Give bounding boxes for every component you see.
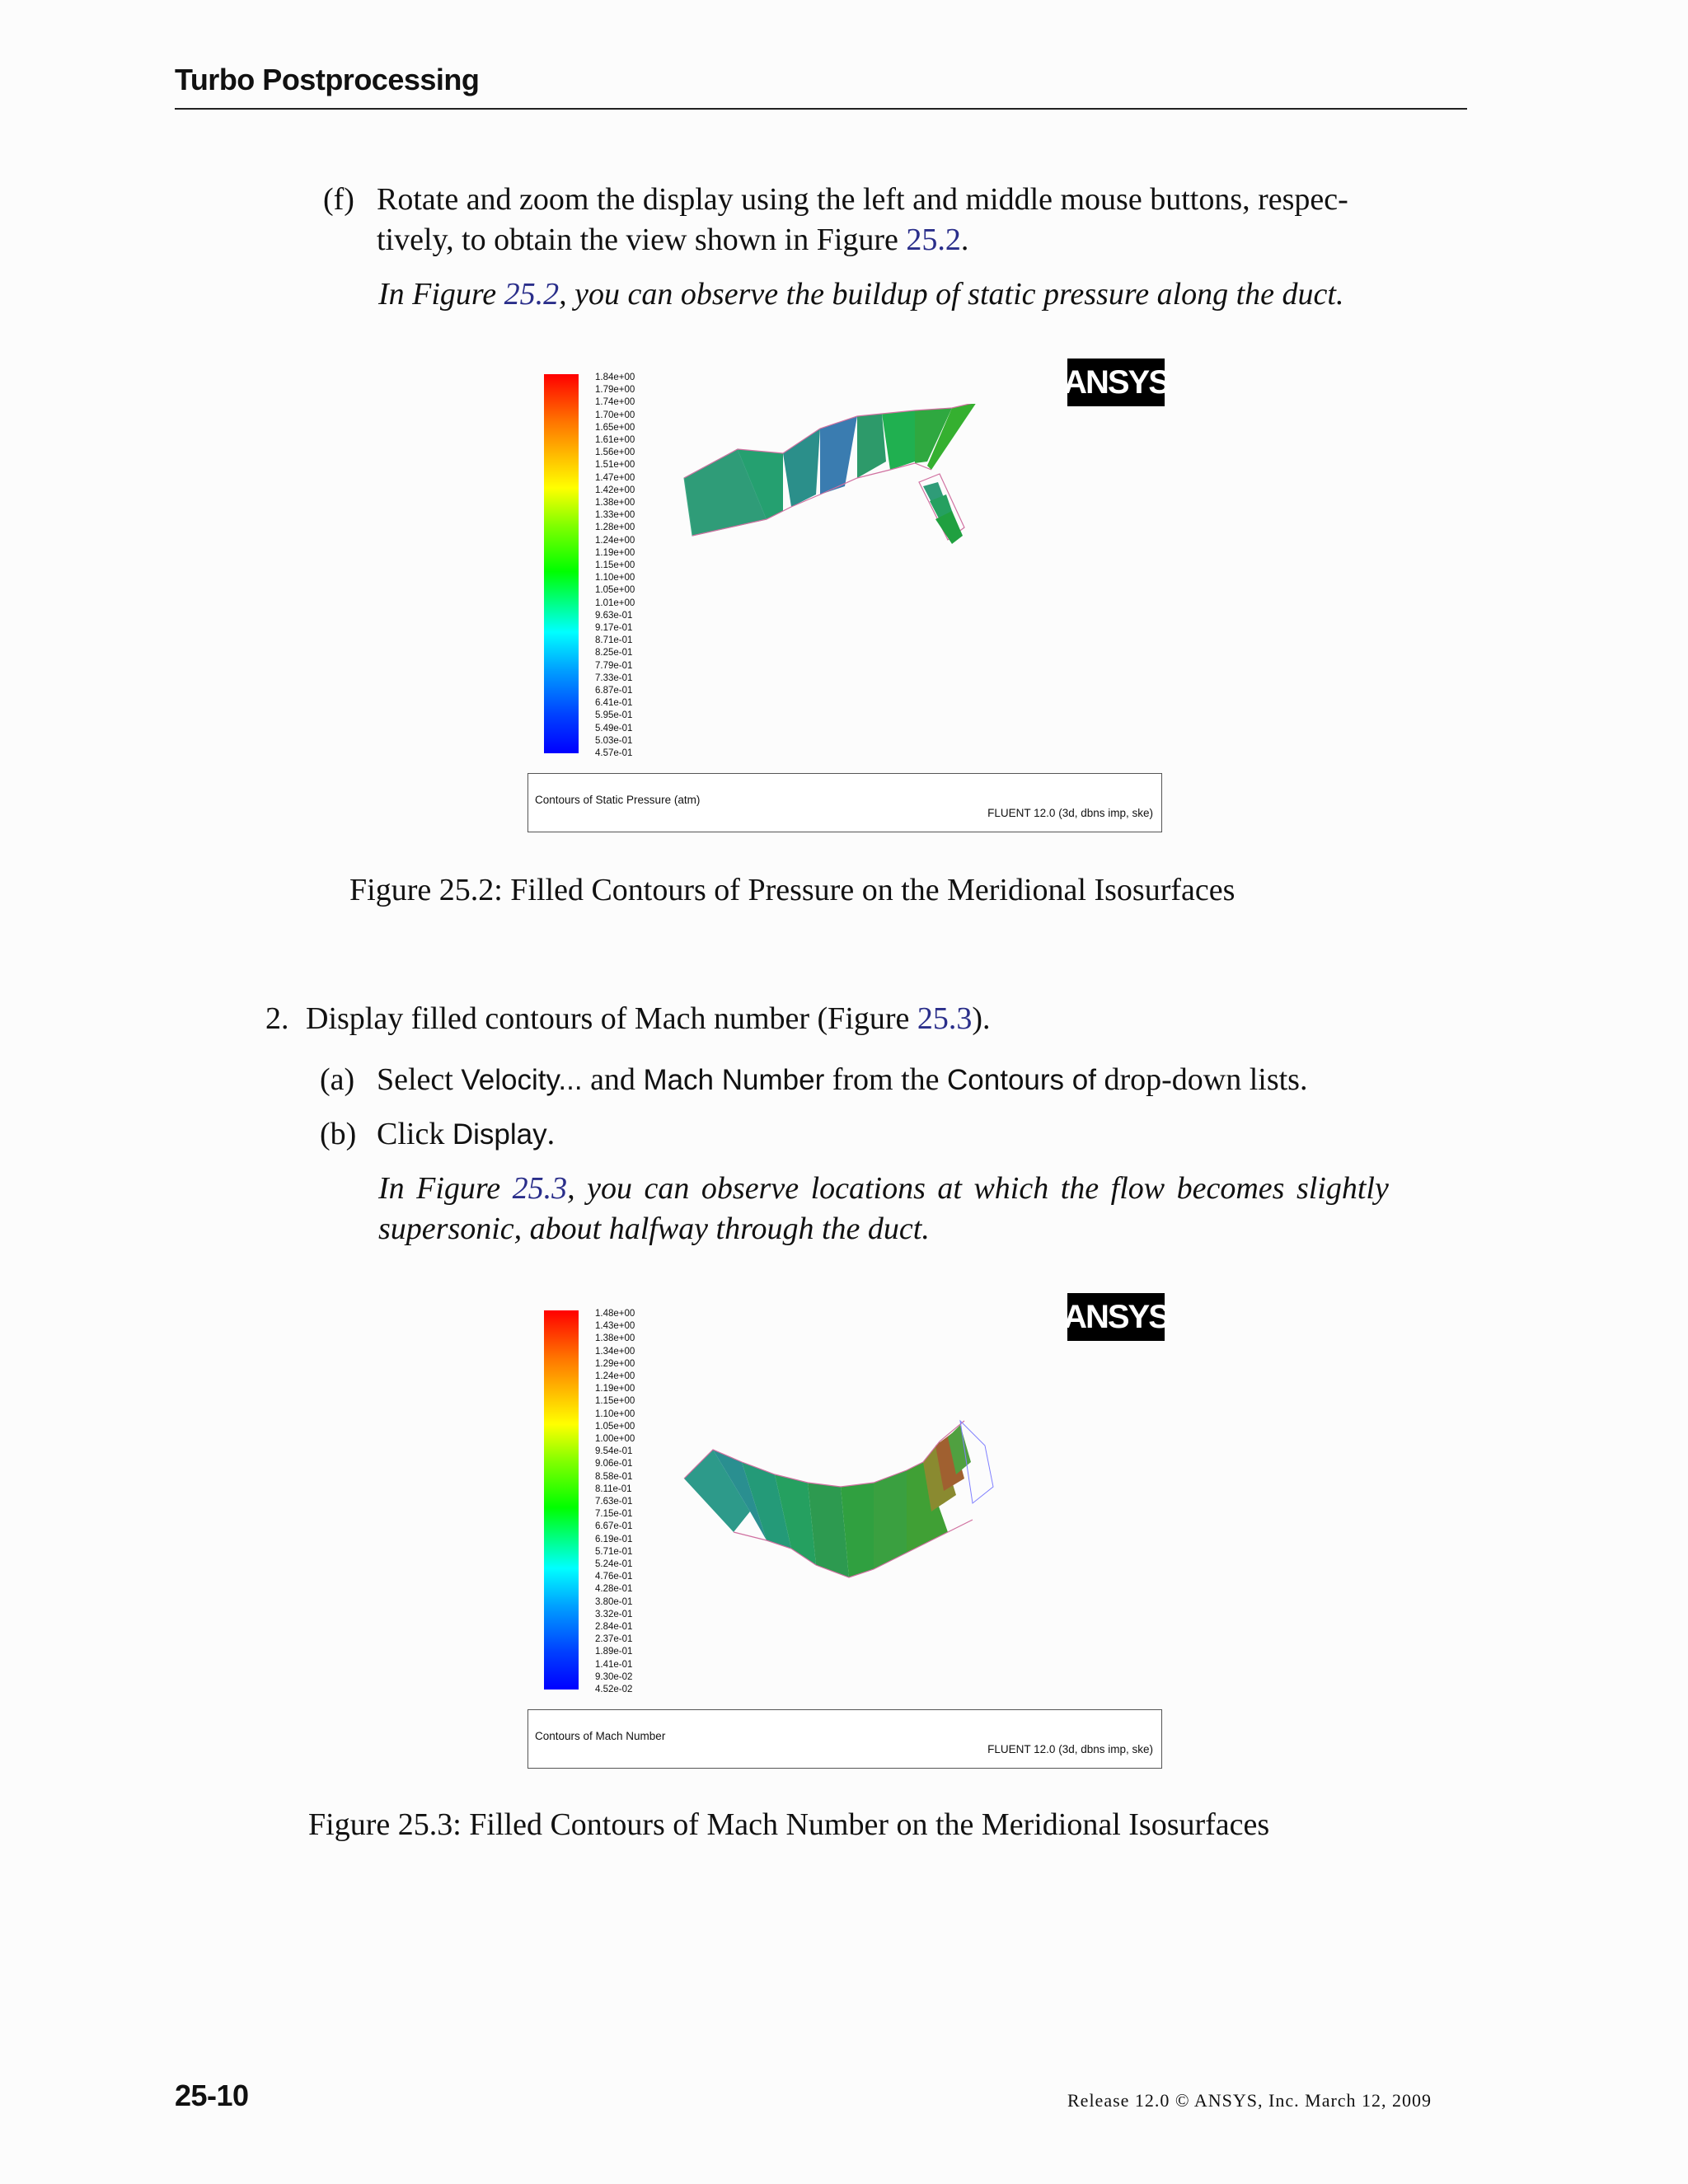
step-b-note-line1 — [378, 1169, 1389, 1209]
release-notice: Release 12.0 © ANSYS, Inc. March 12, 2009 — [1067, 2090, 1432, 2111]
colorbar-tick-label: 1.89e-01 — [595, 1647, 633, 1657]
colorbar-tick-label: 8.11e-01 — [595, 1483, 632, 1494]
colorbar-tick-label: 9.63e-01 — [595, 610, 633, 621]
colorbar-tick-label: 2.84e-01 — [595, 1622, 633, 1633]
ansys-logo — [1063, 359, 1169, 406]
step-b-text — [377, 1114, 555, 1155]
colorbar-tick-label: 4.28e-01 — [595, 1584, 633, 1595]
colorbar-tick-label: 3.80e-01 — [595, 1596, 633, 1607]
step-a-text — [377, 1060, 1307, 1100]
colorbar-tick-label: 1.24e+00 — [595, 1371, 635, 1382]
step-b-t1: Click — [377, 1117, 452, 1151]
colorbar-labels — [595, 372, 635, 760]
colorbar-tick-label: 1.65e+00 — [595, 422, 635, 433]
step-a-t3: from the — [824, 1062, 948, 1097]
colorbar-tick-label: 7.15e-01 — [595, 1509, 633, 1520]
step-f-marker: (f) — [323, 182, 354, 217]
step-b-marker: (b) — [320, 1117, 357, 1151]
colorbar-tick-label: 1.38e+00 — [595, 1333, 635, 1344]
step-f-line2 — [377, 220, 968, 260]
colorbar-tick-label: 9.17e-01 — [595, 623, 633, 634]
colorbar-tick-label: 1.43e+00 — [595, 1321, 635, 1332]
colorbar-tick-label: 1.38e+00 — [595, 498, 635, 509]
velocity-menu-ref: Velocity... — [461, 1064, 583, 1096]
ansys-logo-text: ANSYS — [1063, 1298, 1169, 1335]
display-button-ref: Display — [452, 1118, 547, 1151]
colorbar-tick-label: 7.63e-01 — [595, 1497, 633, 1507]
step-a-t1: Select — [377, 1062, 462, 1097]
pressure-contour-plot — [668, 404, 1030, 618]
figure-25-3-caption: Figure 25.3: Filled Contours of Mach Number on the Meridional Isosurfaces — [308, 1807, 1270, 1842]
colorbar-tick-label: 1.33e+00 — [595, 510, 635, 521]
step-f-line1: Rotate and zoom the display using the left and middle mouse buttons, respec- — [377, 182, 1348, 217]
contours-of-ref: Contours of — [947, 1064, 1096, 1096]
colorbar-tick-label: 6.67e-01 — [595, 1521, 633, 1532]
figure-25-3-note-link[interactable]: 25.3 — [512, 1171, 568, 1206]
colorbar-tick-label: 6.87e-01 — [595, 686, 633, 696]
figure-25-2-link[interactable]: 25.2 — [906, 223, 961, 257]
step-2-text-pre: Display filled contours of Mach number (Figure — [306, 1001, 917, 1036]
figure-25-2-caption: Figure 25.2: Filled Contours of Pressure on the Meridional Isosurfaces — [349, 873, 1236, 907]
colorbar-tick-label: 1.51e+00 — [595, 460, 635, 471]
step-2-text-post: ). — [972, 1001, 991, 1036]
plot-info-title: Contours of Static Pressure (atm) — [535, 794, 701, 806]
note2-post: , you can observe locations at which the flow becomes slightly — [567, 1171, 1389, 1206]
mach-number-ref: Mach Number — [643, 1064, 825, 1096]
step-b-note-line2: supersonic, about halfway through the duct. — [378, 1212, 930, 1246]
plot-info-solver: FLUENT 12.0 (3d, dbns imp, ske) — [987, 807, 1153, 819]
step-b-t2: . — [546, 1117, 556, 1151]
colorbar-tick-label: 1.24e+00 — [595, 535, 635, 546]
colorbar-tick-label: 1.61e+00 — [595, 435, 635, 446]
colorbar-tick-label: 6.41e-01 — [595, 698, 633, 709]
mach-contour-plot — [676, 1413, 1039, 1619]
step-f-line2-post: . — [960, 223, 969, 257]
colorbar-tick-label: 5.71e-01 — [595, 1546, 633, 1557]
colorbar-tick-label: 1.79e+00 — [595, 385, 635, 396]
figure-25-2-note-link[interactable]: 25.2 — [504, 277, 560, 312]
colorbar — [544, 1310, 579, 1690]
plot-info-box — [528, 1709, 1162, 1769]
step-2-marker: 2. — [265, 1001, 289, 1036]
colorbar-tick-label: 1.28e+00 — [595, 523, 635, 533]
ansys-logo-text: ANSYS — [1063, 363, 1169, 401]
colorbar-tick-label: 1.70e+00 — [595, 410, 635, 420]
colorbar-tick-label: 1.48e+00 — [595, 1309, 635, 1319]
plot-info-box — [528, 773, 1162, 832]
step-a-t4: drop-down lists. — [1095, 1062, 1308, 1097]
colorbar-tick-label: 1.00e+00 — [595, 1434, 635, 1445]
running-header-title: Turbo Postprocessing — [175, 63, 480, 96]
step-a-t2: and — [582, 1062, 644, 1097]
note2-pre: In Figure — [378, 1171, 513, 1206]
step-a-marker: (a) — [320, 1062, 355, 1097]
colorbar-tick-label: 1.05e+00 — [595, 1421, 635, 1432]
colorbar-tick-label: 5.49e-01 — [595, 723, 633, 733]
colorbar-tick-label: 1.01e+00 — [595, 598, 635, 608]
colorbar-tick-label: 5.95e-01 — [595, 710, 633, 721]
colorbar-tick-label: 8.71e-01 — [595, 635, 633, 646]
colorbar-tick-label: 9.06e-01 — [595, 1459, 633, 1469]
colorbar-tick-label: 1.47e+00 — [595, 472, 635, 483]
figure-25-3-link[interactable]: 25.3 — [917, 1001, 973, 1036]
colorbar-tick-label: 1.19e+00 — [595, 1384, 635, 1394]
header-rule — [175, 108, 1467, 110]
colorbar-tick-label: 5.03e-01 — [595, 735, 633, 746]
figure-25-2 — [528, 354, 1169, 834]
colorbar-tick-label: 1.56e+00 — [595, 448, 635, 458]
page-number: 25-10 — [175, 2079, 249, 2112]
colorbar-tick-label: 4.57e-01 — [595, 748, 633, 759]
colorbar-tick-label: 1.74e+00 — [595, 397, 635, 408]
colorbar-tick-label: 5.24e-01 — [595, 1559, 633, 1570]
colorbar-tick-label: 8.25e-01 — [595, 648, 633, 658]
colorbar-tick-label: 1.10e+00 — [595, 573, 635, 583]
colorbar-tick-label: 7.33e-01 — [595, 673, 633, 683]
colorbar — [544, 374, 579, 753]
colorbar-tick-label: 1.84e+00 — [595, 373, 635, 382]
colorbar-tick-label: 1.10e+00 — [595, 1408, 635, 1419]
colorbar-tick-label: 9.54e-01 — [595, 1446, 633, 1457]
colorbar-tick-label: 2.37e-01 — [595, 1634, 633, 1645]
colorbar-tick-label: 1.15e+00 — [595, 1396, 635, 1407]
colorbar-tick-label: 8.58e-01 — [595, 1471, 633, 1482]
colorbar-tick-label: 1.19e+00 — [595, 547, 635, 558]
colorbar-tick-label: 6.19e-01 — [595, 1534, 633, 1544]
colorbar-tick-label: 4.76e-01 — [595, 1572, 633, 1582]
colorbar-tick-label: 3.32e-01 — [595, 1609, 633, 1619]
colorbar-tick-label: 9.30e-02 — [595, 1671, 633, 1682]
step-f-note-text: In Figure — [378, 277, 504, 312]
colorbar-tick-label: 1.05e+00 — [595, 585, 635, 596]
step-f-note-post: , you can observe the buildup of static pressure along the duct. — [559, 277, 1344, 312]
colorbar-tick-label: 1.42e+00 — [595, 485, 635, 495]
plot-info-title: Contours of Mach Number — [535, 1730, 666, 1742]
colorbar-tick-label: 1.41e-01 — [595, 1659, 633, 1670]
colorbar-tick-label: 1.29e+00 — [595, 1358, 635, 1369]
colorbar-tick-label: 1.15e+00 — [595, 560, 635, 571]
step-2-text — [306, 999, 991, 1039]
colorbar-tick-label: 1.34e+00 — [595, 1346, 635, 1357]
colorbar-labels — [595, 1308, 635, 1696]
ansys-logo — [1063, 1293, 1169, 1341]
colorbar-tick-label: 7.79e-01 — [595, 660, 633, 671]
figure-25-3 — [528, 1289, 1169, 1769]
step-f-note — [378, 274, 1343, 315]
step-f-line2-text: tively, to obtain the view shown in Figure — [377, 223, 907, 257]
plot-info-solver: FLUENT 12.0 (3d, dbns imp, ske) — [987, 1743, 1153, 1755]
colorbar-tick-label: 4.52e-02 — [595, 1685, 633, 1695]
